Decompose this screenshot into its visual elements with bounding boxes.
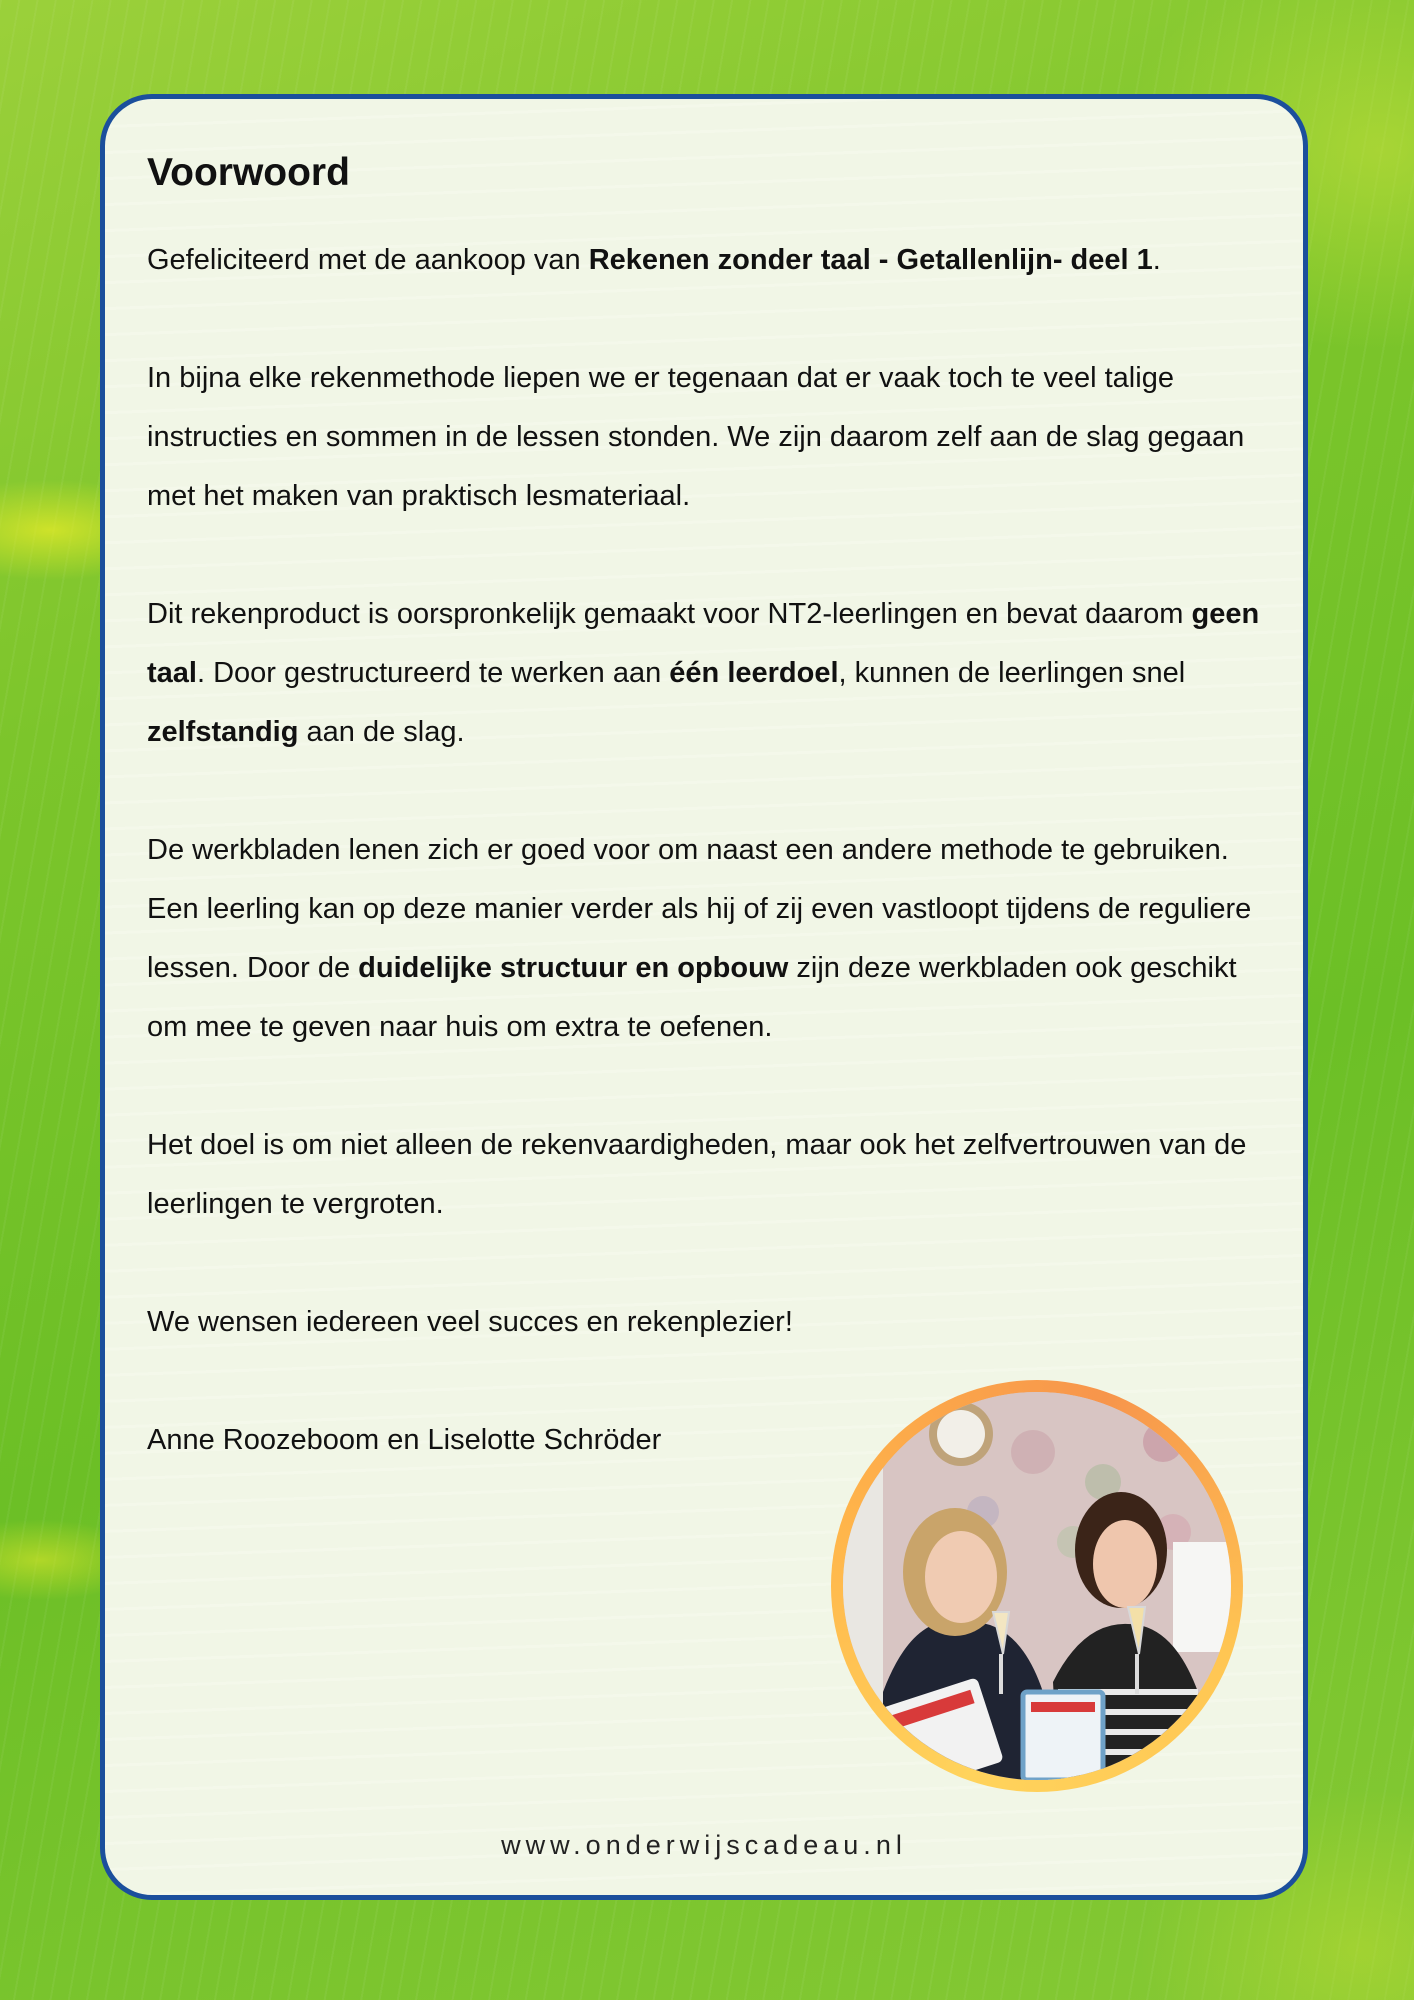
preface-card (100, 94, 1308, 1900)
text-run: In bijna elke rekenmethode liepen we er tegenaan dat er vaak toch te veel talige instructies en sommen in de lessen stonden. We zijn daarom zelf aan de slag gegaan met het maken van praktisch lesmateriaal. (147, 362, 1245, 512)
paragraph-goal (147, 1116, 1277, 1234)
paragraph-wishes (147, 1293, 1277, 1352)
text-run: , kunnen de leerlingen snel (838, 657, 1186, 689)
product-name: Rekenen zonder taal - Getallenlijn- deel 1 (588, 244, 1153, 276)
emphasis-no-language: geen taal (147, 598, 1260, 689)
text-run: Het doel is om niet alleen de rekenvaardigheden, maar ook het zelfvertrouwen van de leerlingen te vergroten. (147, 1129, 1247, 1220)
page-title: Voorwoord (147, 151, 350, 194)
emphasis-independent: zelfstandig (147, 716, 299, 748)
preface-content (147, 145, 1277, 1470)
paragraph-worksheets (147, 821, 1277, 1057)
emphasis-one-goal: één leerdoel (669, 657, 839, 689)
text-run: We wensen iedereen veel succes en rekenplezier! (147, 1306, 793, 1338)
signature: Anne Roozeboom en Liselotte Schröder (147, 1424, 662, 1456)
paragraph-congratulations (147, 231, 1277, 290)
footer-website: www.onderwijscadeau.nl (501, 1830, 907, 1860)
text-run: Dit rekenproduct is oorspronkelijk gemaakt voor NT2-leerlingen en bevat daarom (147, 598, 1192, 630)
paragraph-motivation (147, 349, 1277, 526)
paragraph-product-description (147, 585, 1277, 762)
text-run: zijn deze werkbladen ook geschikt om mee te geven naar huis om extra te oefenen. (147, 952, 1237, 1043)
authors-photo-frame (831, 1380, 1243, 1792)
text-run: . (1152, 244, 1161, 276)
text-run: De werkbladen lenen zich er goed voor om naast een andere methode te gebruiken. Een leerling kan op deze manier verder als hij of zij even vastloopt tijdens de reguliere lessen. Door de (147, 834, 1252, 984)
emphasis-structure: duidelijke structuur en opbouw (358, 952, 789, 984)
authors-photo (843, 1392, 1231, 1780)
text-run: aan de slag. (298, 716, 465, 748)
text-run: Gefeliciteerd met de aankoop van (147, 244, 589, 276)
text-run: . Door gestructureerd te werken aan (196, 657, 670, 689)
